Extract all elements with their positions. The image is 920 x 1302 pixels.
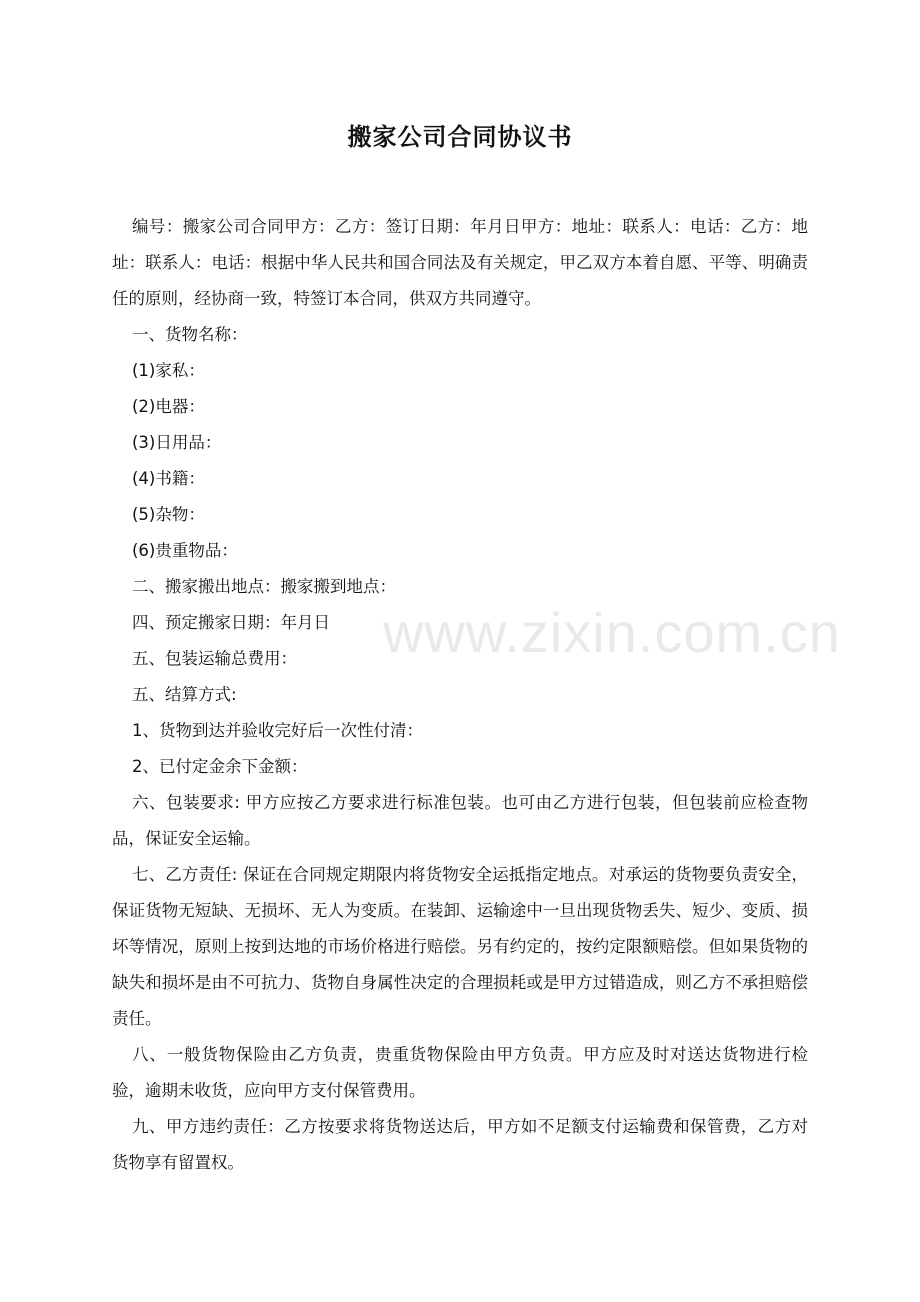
paragraph-party-a-breach: 九、甲方违约责任：乙方按要求将货物送达后，甲方如不足额支付运输费和保管费，乙方对货物享有留置权。 (112, 1117, 808, 1172)
paragraph-goods-name: 一、货物名称： (132, 325, 248, 344)
paragraph-settlement: 五、结算方式: (132, 685, 237, 704)
paragraph-item-appliances: (2)电器： (132, 397, 205, 416)
paragraph-settlement-1: 1、货物到达并验收完好后一次性付清： (132, 721, 423, 740)
paragraph-settlement-2: 2、已付定金余下金额： (132, 757, 308, 776)
paragraph-total-fee: 五、包装运输总费用： (132, 649, 297, 668)
document-body (112, 209, 808, 1181)
paragraph-item-daily-goods: (3)日用品： (132, 433, 222, 452)
paragraph-intro: 编号：搬家公司合同甲方：乙方：签订日期：年月日甲方：地址：联系人：电话：乙方：地址：联系人：电话：根据中华人民共和国合同法及有关规定，甲乙双方本着自愿、平等、明确责任的原则，经协商一致，特签订本合同，供双方共同遵守。 (112, 217, 808, 308)
paragraph-locations: 二、搬家搬出地点：搬家搬到地点： (132, 577, 396, 596)
paragraph-moving-date: 四、预定搬家日期：年月日 (132, 613, 330, 632)
paragraph-insurance: 八、一般货物保险由乙方负责，贵重货物保险由甲方负责。甲方应及时对送达货物进行检验，逾期未收货，应向甲方支付保管费用。 (112, 1045, 808, 1100)
paragraph-packing: 六、包装要求: 甲方应按乙方要求进行标准包装。也可由乙方进行包装，但包装前应检查物品，保证安全运输。 (112, 793, 808, 848)
paragraph-party-b-duty: 七、乙方责任: 保证在合同规定期限内将货物安全运抵指定地点。对承运的货物要负责安全，保证货物无短缺、无损坏、无人为变质。在装卸、运输途中一旦出现货物丢失、短少、变质、损坏等情况，原则上按到达地的市场价格进行赔偿。另有约定的，按约定限额赔偿。但如果货物的缺失和损坏是由不可抗力、货物自身属性决定的合理损耗或是甲方过错造成，则乙方不承担赔偿责任。 (112, 865, 808, 1028)
paragraph-item-valuables: (6)贵重物品： (132, 541, 238, 560)
paragraph-item-sundries: (5)杂物： (132, 505, 205, 524)
document-title: 搬家公司合同协议书 (347, 123, 573, 151)
paragraph-item-furniture: (1)家私： (132, 361, 205, 380)
paragraph-item-books: (4)书籍： (132, 469, 205, 488)
watermark-text: www.zixin.com.cn (383, 601, 841, 664)
